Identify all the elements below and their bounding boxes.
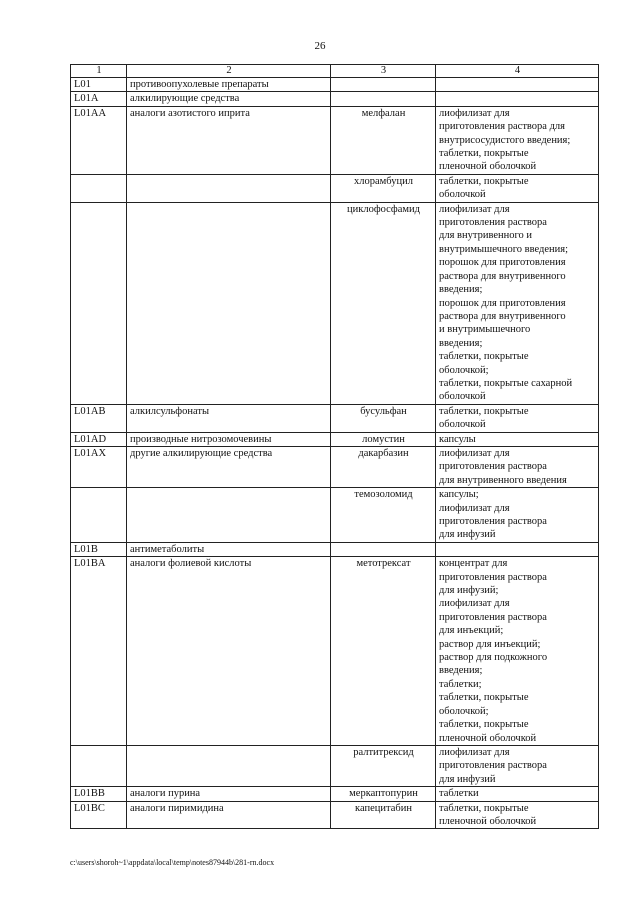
atc-code-cell: [71, 488, 127, 543]
drug-name-cell: [331, 542, 436, 556]
atc-code-cell: L01AB: [71, 404, 127, 432]
drug-name-cell: циклофосфамид: [331, 202, 436, 404]
drug-name-cell: мелфалан: [331, 106, 436, 174]
dosage-form-cell: лиофилизат для приготовления раствора для внутрисосудистого введения; таблетки, покрытые пленочной оболочкой: [436, 106, 599, 174]
dosage-form-cell: капсулы; лиофилизат для приготовления раствора для инфузий: [436, 488, 599, 543]
atc-code-cell: L01BC: [71, 801, 127, 829]
dosage-form-cell: [436, 542, 599, 556]
dosage-form-cell: таблетки, покрытые оболочкой: [436, 174, 599, 202]
dosage-form-cell: таблетки, покрытые оболочкой: [436, 404, 599, 432]
drug-table: [70, 64, 599, 829]
dosage-form-cell: таблетки: [436, 787, 599, 801]
table-row: [71, 106, 599, 174]
dosage-form-cell: лиофилизат для приготовления раствора для внутривенного введения: [436, 446, 599, 487]
dosage-form-cell: таблетки, покрытые пленочной оболочкой: [436, 801, 599, 829]
drug-name-cell: [331, 92, 436, 106]
table-row: [71, 745, 599, 786]
table-row: [71, 202, 599, 404]
group-name-cell: аналоги пурина: [127, 787, 331, 801]
atc-code-cell: L01BB: [71, 787, 127, 801]
table-row: [71, 801, 599, 829]
drug-name-cell: ломустин: [331, 432, 436, 446]
atc-code-cell: L01BA: [71, 557, 127, 746]
atc-code-cell: L01A: [71, 92, 127, 106]
dosage-form-cell: лиофилизат для приготовления раствора для инфузий: [436, 745, 599, 786]
atc-code-cell: [71, 174, 127, 202]
group-name-cell: [127, 202, 331, 404]
group-name-cell: другие алкилирующие средства: [127, 446, 331, 487]
table-row: [71, 92, 599, 106]
table-row: [71, 542, 599, 556]
table-row: [71, 557, 599, 746]
drug-name-cell: метотрексат: [331, 557, 436, 746]
table-row: [71, 404, 599, 432]
table-row: [71, 432, 599, 446]
drug-name-cell: [331, 78, 436, 92]
group-name-cell: антиметаболиты: [127, 542, 331, 556]
atc-code-cell: [71, 202, 127, 404]
group-name-cell: [127, 174, 331, 202]
column-header: 3: [331, 65, 436, 78]
drug-name-cell: дакарбазин: [331, 446, 436, 487]
group-name-cell: аналоги азотистого иприта: [127, 106, 331, 174]
drug-name-cell: хлорамбуцил: [331, 174, 436, 202]
drug-name-cell: темозоломид: [331, 488, 436, 543]
dosage-form-cell: [436, 92, 599, 106]
dosage-form-cell: [436, 78, 599, 92]
group-name-cell: аналоги фолиевой кислоты: [127, 557, 331, 746]
group-name-cell: [127, 488, 331, 543]
dosage-form-cell: лиофилизат для приготовления раствора для внутривенного и внутримышечного введения; порошок для приготовления раствора для внутривенного введения; порошок для приготовления раствора для внутривенного и внутримышечного введения; таблетки, покрытые оболочкой; таблетки, покрытые сахарной оболочкой: [436, 202, 599, 404]
column-header: 4: [436, 65, 599, 78]
group-name-cell: аналоги пиримидина: [127, 801, 331, 829]
table-header-row: [71, 65, 599, 78]
file-path-footer: c:\users\shoroh~1\appdata\local\temp\notes87944b\281-rn.docx: [70, 858, 275, 867]
drug-name-cell: ралтитрексид: [331, 745, 436, 786]
drug-name-cell: капецитабин: [331, 801, 436, 829]
atc-code-cell: L01AD: [71, 432, 127, 446]
dosage-form-cell: концентрат для приготовления раствора для инфузий; лиофилизат для приготовления раствора для инъекций; раствор для инъекций; раствор для подкожного введения; таблетки; таблетки, покрытые оболочкой; таблетки, покрытые пленочной оболочкой: [436, 557, 599, 746]
table-row: [71, 446, 599, 487]
group-name-cell: производные нитрозомочевины: [127, 432, 331, 446]
atc-code-cell: L01: [71, 78, 127, 92]
group-name-cell: [127, 745, 331, 786]
table-row: [71, 787, 599, 801]
table-body: [71, 65, 599, 829]
column-header: 1: [71, 65, 127, 78]
table-row: [71, 78, 599, 92]
dosage-form-cell: капсулы: [436, 432, 599, 446]
atc-code-cell: L01AA: [71, 106, 127, 174]
table-row: [71, 488, 599, 543]
group-name-cell: противоопухолевые препараты: [127, 78, 331, 92]
atc-code-cell: [71, 745, 127, 786]
drug-name-cell: бусульфан: [331, 404, 436, 432]
table-row: [71, 174, 599, 202]
atc-code-cell: L01AX: [71, 446, 127, 487]
drug-name-cell: меркаптопурин: [331, 787, 436, 801]
page-number: 26: [314, 40, 326, 52]
group-name-cell: алкилсульфонаты: [127, 404, 331, 432]
column-header: 2: [127, 65, 331, 78]
group-name-cell: алкилирующие средства: [127, 92, 331, 106]
atc-code-cell: L01B: [71, 542, 127, 556]
